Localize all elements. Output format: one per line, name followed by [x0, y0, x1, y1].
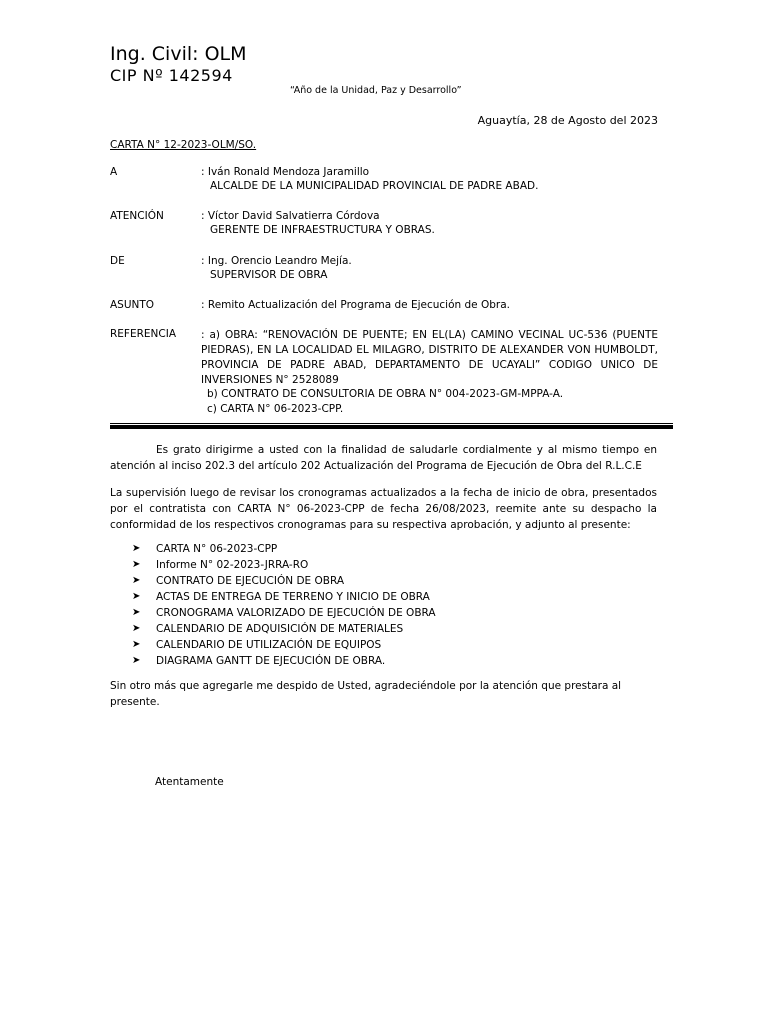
arrow-bullet-icon: ➤ [132, 575, 141, 586]
year-motto: “Año de la Unidad, Paz y Desarrollo” [290, 85, 462, 96]
letter-page: Ing. Civil: OLM CIP Nº 142594 “Año de la Unidad, Paz y Desarrollo” Aguaytía, 28 de Agosto del 2023 CARTA N° 12-2023-OLM/SO. A : Iván Ronald Mendoza Jaramillo ALCALDE DE LA MUNICIPALIDAD PROVINCIAL DE PADRE ABAD. ATENCIÓN : Víctor David Salvatierra Córdova GERENTE DE INFRAESTRUCTURA Y OBRAS. DE : Ing. Orencio Leandro Mejía. SUPERVISOR DE OBRA ASUNTO : Remito Actualización del Programa de Ejecución de Obra. REFERENCIA : a) OBRA: “RENOVACIÓN DE PUENTE; EN EL(LA) CAMINO VECINAL UC-536 (PUENTE PIEDRAS), EN LA LOCALIDAD EL MILAGRO, DISTRITO DE ALEXANDER VON HUMBOLDT, PROVINCIA DE PADRE ABAD, DEPARTAMENTO DE UCAYALI” CODIGO UNICO DE INVERSIONES N° 2528089 b) CONTRATO DE CONSULTORIA DE OBRA N° 004-2023-GM-MPPA-A. c) CARTA N° 06-2023-CPP. Es grato dirigirme a usted con la finalidad de saludarle cordialmente y al mismo tiempo en atención al inciso 202.3 del artículo 202 Actualización del Programa de Ejecución de Obra del R.L.C.E La supervisión luego de revisar los cronogramas actualizados a la fecha de inicio de obra, presentados por el contratista con CARTA N° 06-2023-CPP de fecha 26/08/2023, reemite ante su despacho la conformidad de los respectivos cronogramas para su respectiva aprobación, y adjunto al presente: ➤ CARTA N° 06-2023-CPP ➤ Informe N° 02-2023-JRRA-RO ➤ CONTRATO DE EJECUCIÓN DE OBRA ➤ ACTAS DE ENTREGA DE TERRENO Y INICIO DE OBRA ➤ CRONOGRAMA VALORIZADO DE EJECUCIÓN DE OBRA ➤ CALENDARIO DE ADQUISICIÓN DE MATERIALES ➤ CALENDARIO DE UTILIZACIÓN DE EQUIPOS ➤ DIAGRAMA GANTT DE EJECUCIÓN DE OBRA. Sin otro más que agregarle me despido de Usted, agradeciéndole por la atención que prestara al presente. Atentamente [0, 0, 768, 1024]
sender-field-name: : Ing. Orencio Leandro Mejía. [201, 255, 352, 267]
divider-thin [110, 423, 673, 424]
sender-field-title: SUPERVISOR DE OBRA [210, 269, 328, 281]
sender-name: Ing. Civil: OLM [110, 43, 247, 65]
field-label-a: A [110, 166, 118, 178]
recipient-name: : Iván Ronald Mendoza Jaramillo [201, 166, 370, 178]
letter-date: Aguaytía, 28 de Agosto del 2023 [477, 114, 658, 127]
carta-number: CARTA N° 12-2023-OLM/SO. [110, 139, 257, 151]
arrow-bullet-icon: ➤ [132, 639, 141, 650]
attention-title: GERENTE DE INFRAESTRUCTURA Y OBRAS. [210, 224, 435, 236]
sender-cip: CIP Nº 142594 [110, 66, 233, 85]
divider-thick [110, 425, 673, 429]
arrow-bullet-icon: ➤ [132, 655, 141, 666]
recipient-title: ALCALDE DE LA MUNICIPALIDAD PROVINCIAL DE PADRE ABAD. [210, 180, 539, 192]
field-label-de: DE [110, 255, 125, 267]
arrow-bullet-icon: ➤ [132, 543, 141, 554]
body-paragraph-1: Es grato dirigirme a usted con la finalidad de saludarle cordialmente y al mismo tiempo en atención al inciso 202.3 del artículo 202 Actualización del Programa de Ejecución de Obra del R.L.C.E [110, 444, 657, 472]
attention-name: : Víctor David Salvatierra Córdova [201, 210, 380, 222]
arrow-bullet-icon: ➤ [132, 559, 141, 570]
arrow-bullet-icon: ➤ [132, 623, 141, 634]
reference-item-c: c) CARTA N° 06-2023-CPP. [207, 403, 344, 415]
field-label-atencion: ATENCIÓN [110, 210, 164, 222]
body-paragraph-2: La supervisión luego de revisar los cronogramas actualizados a la fecha de inicio de obra, presentados por el contratista con CARTA N° 06-2023-CPP de fecha 26/08/2023, reemite ante su despacho la conformidad de los respectivos cronogramas para su respectiva aprobación, y adjunto al presente: [110, 487, 657, 531]
arrow-bullet-icon: ➤ [132, 607, 141, 618]
signature-closing: Atentamente [155, 776, 224, 788]
field-label-asunto: ASUNTO [110, 299, 155, 311]
reference-item-a: : a) OBRA: “RENOVACIÓN DE PUENTE; EN EL(LA) CAMINO VECINAL UC-536 (PUENTE PIEDRAS), EN LA LOCALIDAD EL MILAGRO, DISTRITO DE ALEXANDER VON HUMBOLDT, PROVINCIA DE PADRE ABAD, DEPARTAMENTO DE UCAYALI” CODIGO UNICO DE INVERSIONES N° 2528089 [201, 329, 658, 386]
reference-item-b: b) CONTRATO DE CONSULTORIA DE OBRA N° 004-2023-GM-MPPA-A. [207, 388, 564, 400]
closing-paragraph: Sin otro más que agregarle me despido de Usted, agradeciéndole por la atención que prestara al presente. [110, 680, 622, 708]
arrow-bullet-icon: ➤ [132, 591, 141, 602]
subject-value: : Remito Actualización del Programa de Ejecución de Obra. [201, 299, 510, 311]
field-label-referencia: REFERENCIA [110, 328, 176, 340]
